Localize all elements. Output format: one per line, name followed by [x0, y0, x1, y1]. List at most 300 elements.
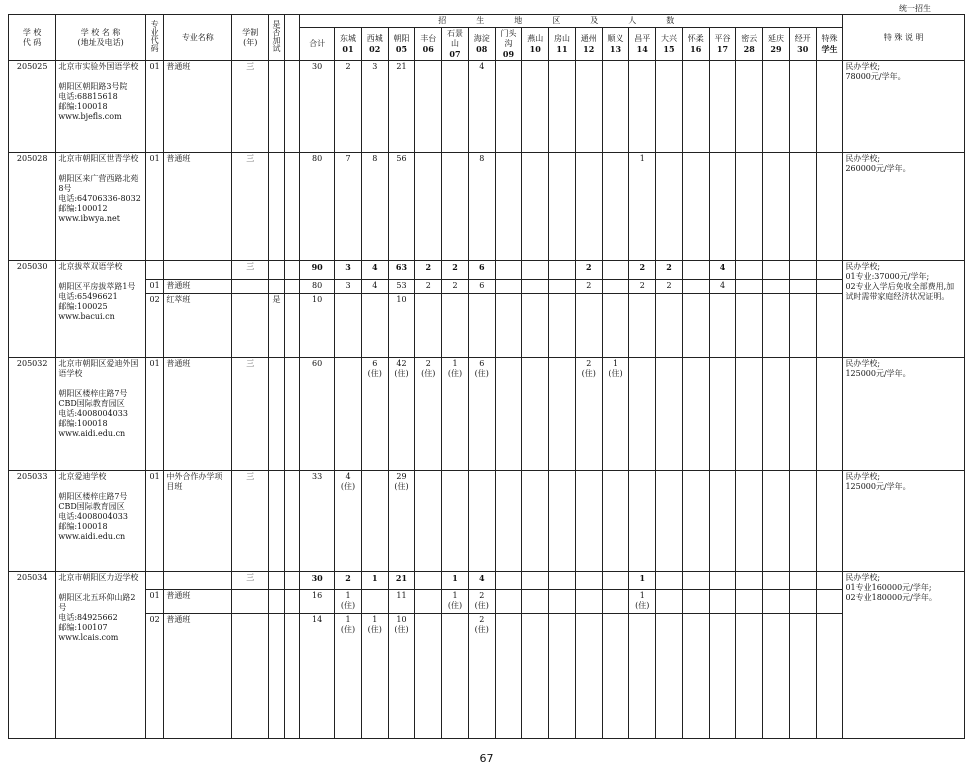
school-code: 205025 — [9, 61, 56, 153]
extra-test — [269, 590, 284, 614]
region-value — [709, 294, 736, 358]
region-value — [656, 357, 683, 470]
major-name: 普通班 — [164, 590, 232, 614]
table-row — [9, 470, 965, 571]
region-value: 4 — [361, 261, 388, 279]
region-value: 1 — [629, 571, 656, 589]
region-value — [442, 294, 469, 358]
region-value: 8 — [468, 153, 495, 261]
header-duration-sub: (年) — [243, 37, 258, 47]
region-header-18 — [789, 28, 816, 61]
region-value — [549, 153, 576, 261]
spacer-cell — [284, 61, 299, 153]
table-row — [9, 153, 965, 261]
region-value: 1 (住) — [361, 613, 388, 738]
major-code: 01 — [145, 61, 164, 153]
spacer-cell — [284, 153, 299, 261]
region-value — [495, 279, 522, 293]
region-value — [763, 571, 790, 589]
header-school-code: 学 校 代 码 — [9, 15, 56, 61]
region-value — [602, 261, 629, 279]
region-value: 10 (住) — [388, 613, 415, 738]
major-name: 普通班 — [164, 279, 232, 293]
region-value — [629, 470, 656, 571]
region-value — [682, 261, 709, 279]
region-value — [602, 571, 629, 589]
spacer-cell — [284, 294, 299, 358]
region-value — [709, 613, 736, 738]
school-name: 北京市朝阳区力迈学校 朝阳区北五环仰山路2号 电话:84925662 邮编:100107 www.lcais.com — [56, 571, 146, 738]
region-value — [709, 357, 736, 470]
table-row — [9, 357, 965, 470]
school-code: 205028 — [9, 153, 56, 261]
region-value: 30 — [300, 61, 335, 153]
region-code: 08 — [476, 44, 488, 54]
region-value — [736, 613, 763, 738]
region-name: 怀柔 — [687, 34, 704, 43]
region-value — [575, 294, 602, 358]
region-value — [415, 294, 442, 358]
region-value: 1 (住) — [335, 613, 362, 738]
major-name: 普通班 — [164, 357, 232, 470]
region-value — [816, 357, 843, 470]
region-value: 7 — [335, 153, 362, 261]
region-value: 2 — [335, 61, 362, 153]
region-value: 56 — [388, 153, 415, 261]
region-value — [522, 261, 549, 279]
major-name: 中外合作办学项目班 — [164, 470, 232, 571]
region-value — [816, 279, 843, 293]
region-header-15 — [709, 28, 736, 61]
region-value — [816, 571, 843, 589]
duration — [232, 613, 269, 738]
region-value — [442, 470, 469, 571]
region-value: 4 — [709, 279, 736, 293]
region-value: 4 — [361, 279, 388, 293]
spacer-cell — [284, 470, 299, 571]
region-value — [361, 470, 388, 571]
region-name: 密云 — [741, 34, 758, 43]
region-header-3 — [388, 28, 415, 61]
region-value — [415, 571, 442, 589]
region-value — [789, 590, 816, 614]
region-value — [522, 61, 549, 153]
region-value — [789, 357, 816, 470]
region-code: 09 — [502, 49, 515, 59]
region-value — [549, 61, 576, 153]
region-value — [656, 153, 683, 261]
region-value: 6 — [468, 261, 495, 279]
school-code: 205030 — [9, 261, 56, 358]
region-value — [709, 153, 736, 261]
region-value — [763, 153, 790, 261]
region-value — [602, 153, 629, 261]
region-value — [682, 571, 709, 589]
region-value — [736, 279, 763, 293]
region-value — [549, 261, 576, 279]
duration — [232, 590, 269, 614]
region-name: 平谷 — [714, 34, 731, 43]
extra-test — [269, 61, 284, 153]
region-value — [495, 470, 522, 571]
region-name: 石景山 — [447, 29, 463, 48]
extra-test — [269, 153, 284, 261]
region-header-12 — [629, 28, 656, 61]
header-school-name-label: 学 校 名 称 — [80, 27, 121, 37]
duration: 三 — [232, 153, 269, 261]
header-duration — [232, 15, 269, 61]
region-value — [682, 279, 709, 293]
region-value — [709, 590, 736, 614]
region-name: 延庆 — [768, 34, 784, 43]
major-name: 普通班 — [164, 153, 232, 261]
region-value — [736, 470, 763, 571]
region-name: 海淀 — [473, 34, 490, 43]
region-value — [763, 613, 790, 738]
region-name: 燕山 — [527, 34, 544, 43]
region-value: 6 — [468, 279, 495, 293]
region-value — [629, 357, 656, 470]
region-value — [602, 470, 629, 571]
region-value — [575, 470, 602, 571]
region-code: 17 — [716, 44, 729, 54]
special-note: 民办学校; 01专业:37000元/学年; 02专业入学后免收全部费用,加试时需带家庭经济状况证明。 — [843, 261, 965, 358]
region-value — [575, 590, 602, 614]
table-row — [9, 613, 965, 738]
region-value — [682, 613, 709, 738]
school-code: 205032 — [9, 357, 56, 470]
region-value — [656, 61, 683, 153]
region-value: 60 — [300, 357, 335, 470]
school-name: 北京市朝阳区爱迪外国语学校 朝阳区楼梓庄路7号CBD国际教育园区 电话:4008004033 邮编:100018 www.aidi.edu.cn — [56, 357, 146, 470]
region-value: 2 — [656, 261, 683, 279]
region-header-19 — [816, 28, 843, 61]
region-header-5 — [442, 28, 469, 61]
region-value — [415, 613, 442, 738]
region-value — [656, 571, 683, 589]
region-value — [656, 470, 683, 571]
duration: 三 — [232, 261, 269, 279]
region-value — [629, 61, 656, 153]
spacer-cell — [284, 279, 299, 293]
enrollment-table — [8, 14, 965, 739]
major-name: 红萃班 — [164, 294, 232, 358]
header-extra-test-label: 是否加试 — [272, 20, 281, 52]
region-value: 3 — [335, 279, 362, 293]
region-header-2 — [361, 28, 388, 61]
header-region-title: 招生地区及人数 — [300, 15, 843, 28]
special-note: 民办学校; 125000元/学年。 — [843, 470, 965, 571]
region-value — [495, 61, 522, 153]
region-value — [682, 153, 709, 261]
major-code: 01 — [145, 470, 164, 571]
region-name: 大兴 — [661, 34, 677, 43]
spacer-cell — [284, 590, 299, 614]
major-name — [164, 571, 232, 589]
region-name: 房山 — [554, 34, 570, 43]
region-value — [816, 470, 843, 571]
region-header-10 — [575, 28, 602, 61]
region-value — [522, 571, 549, 589]
region-value — [736, 61, 763, 153]
school-code: 205033 — [9, 470, 56, 571]
region-value: 3 — [361, 61, 388, 153]
region-header-1 — [335, 28, 362, 61]
region-value — [736, 590, 763, 614]
header-extra-test — [269, 15, 284, 61]
region-value — [602, 613, 629, 738]
region-value: 16 — [300, 590, 335, 614]
region-value: 2 — [629, 279, 656, 293]
region-value — [335, 357, 362, 470]
region-value — [709, 470, 736, 571]
region-code: 15 — [663, 44, 675, 54]
table-row — [9, 294, 965, 358]
school-code: 205034 — [9, 571, 56, 738]
duration: 三 — [232, 357, 269, 470]
major-code — [145, 261, 164, 279]
region-value — [549, 279, 576, 293]
spacer-cell — [284, 571, 299, 589]
region-value — [495, 357, 522, 470]
region-value — [789, 153, 816, 261]
region-value: 29 (住) — [388, 470, 415, 571]
region-value: 2 (住) — [468, 613, 495, 738]
region-value — [789, 61, 816, 153]
region-value — [415, 153, 442, 261]
special-note: 民办学校; 78000元/学年。 — [843, 61, 965, 153]
region-value: 4 — [468, 61, 495, 153]
region-value — [575, 613, 602, 738]
extra-test — [269, 613, 284, 738]
major-code: 02 — [145, 294, 164, 358]
header-major-name: 专业名称 — [164, 15, 232, 61]
region-value — [495, 571, 522, 589]
region-value: 2 (住) — [575, 357, 602, 470]
region-value — [789, 613, 816, 738]
header-major-code — [145, 15, 164, 61]
region-value — [468, 294, 495, 358]
region-value — [361, 590, 388, 614]
region-value: 2 — [415, 279, 442, 293]
region-header-9 — [549, 28, 576, 61]
region-value: 21 — [388, 61, 415, 153]
header-duration-label: 学制 — [242, 27, 259, 37]
table-row — [9, 261, 965, 279]
table-row — [9, 279, 965, 293]
region-value: 2 — [575, 279, 602, 293]
table-row — [9, 571, 965, 589]
header-school-name — [56, 15, 146, 61]
region-value: 2 — [575, 261, 602, 279]
region-value — [629, 294, 656, 358]
region-value — [602, 294, 629, 358]
school-name: 北京市实验外国语学校 朝阳区朝阳路3号院 电话:68815618 邮编:100018 www.bjefls.com — [56, 61, 146, 153]
region-value — [789, 261, 816, 279]
duration — [232, 279, 269, 293]
region-name: 合计 — [309, 39, 326, 48]
school-name: 北京拔萃双语学校 朝阳区平房拔萃路1号 电话:65496621 邮编:100025 www.bacui.cn — [56, 261, 146, 358]
region-code: 10 — [529, 44, 541, 54]
header-school-name-sub: (地址及电话) — [77, 37, 124, 47]
region-value: 2 — [656, 279, 683, 293]
major-code: 01 — [145, 590, 164, 614]
region-value: 53 — [388, 279, 415, 293]
region-value — [682, 61, 709, 153]
region-code: 01 — [342, 44, 354, 54]
region-name: 朝阳 — [393, 34, 410, 43]
region-header-8 — [522, 28, 549, 61]
region-value — [468, 470, 495, 571]
region-value: 6 (住) — [468, 357, 495, 470]
region-value — [816, 294, 843, 358]
region-value — [602, 279, 629, 293]
region-value — [495, 153, 522, 261]
region-value — [495, 613, 522, 738]
region-value: 4 — [468, 571, 495, 589]
region-value: 2 — [335, 571, 362, 589]
region-value: 11 — [388, 590, 415, 614]
region-value — [442, 153, 469, 261]
region-value: 4 (住) — [335, 470, 362, 571]
region-value: 90 — [300, 261, 335, 279]
major-code: 01 — [145, 279, 164, 293]
region-value — [549, 357, 576, 470]
region-value — [575, 153, 602, 261]
region-value: 3 — [335, 261, 362, 279]
region-value — [763, 261, 790, 279]
major-name: 普通班 — [164, 613, 232, 738]
extra-test — [269, 470, 284, 571]
region-header-6 — [468, 28, 495, 61]
region-name: 丰台 — [420, 34, 437, 43]
region-code: 06 — [422, 44, 434, 54]
region-code: 29 — [770, 44, 782, 54]
special-note: 民办学校; 125000元/学年。 — [843, 357, 965, 470]
region-value — [763, 590, 790, 614]
region-value: 10 — [388, 294, 415, 358]
region-value — [442, 61, 469, 153]
region-value — [442, 613, 469, 738]
header-row-1 — [9, 15, 965, 28]
region-name: 东城 — [340, 34, 356, 43]
region-value — [763, 470, 790, 571]
region-value: 14 — [300, 613, 335, 738]
region-value: 63 — [388, 261, 415, 279]
region-name: 顺义 — [607, 34, 624, 43]
extra-test — [269, 261, 284, 279]
region-value: 2 — [442, 261, 469, 279]
region-value — [816, 61, 843, 153]
region-value: 1 — [629, 153, 656, 261]
region-value — [549, 590, 576, 614]
region-value — [575, 571, 602, 589]
region-value: 1 (住) — [602, 357, 629, 470]
region-code: 12 — [583, 44, 595, 54]
page-number: 67 — [479, 752, 494, 765]
region-header-17 — [763, 28, 790, 61]
region-value: 4 — [709, 261, 736, 279]
region-value: 33 — [300, 470, 335, 571]
region-value: 30 — [300, 571, 335, 589]
region-name: 门头沟 — [500, 29, 517, 48]
region-value — [816, 613, 843, 738]
region-value: 1 — [442, 571, 469, 589]
region-value — [682, 470, 709, 571]
region-code: 16 — [690, 44, 702, 54]
region-value — [736, 153, 763, 261]
region-value — [495, 294, 522, 358]
region-value: 2 (住) — [468, 590, 495, 614]
region-value — [736, 294, 763, 358]
region-name: 西城 — [366, 34, 383, 43]
duration — [232, 294, 269, 358]
region-value: 2 — [629, 261, 656, 279]
region-value: 2 — [442, 279, 469, 293]
region-header-7 — [495, 28, 522, 61]
extra-test — [269, 571, 284, 589]
extra-test: 是 — [269, 294, 284, 358]
duration: 三 — [232, 470, 269, 571]
region-header-4 — [415, 28, 442, 61]
region-value — [522, 590, 549, 614]
region-value: 1 (住) — [335, 590, 362, 614]
region-header-16 — [736, 28, 763, 61]
region-value — [602, 61, 629, 153]
region-header-13 — [656, 28, 683, 61]
region-code: 13 — [609, 44, 622, 54]
major-code: 01 — [145, 153, 164, 261]
region-value — [816, 590, 843, 614]
region-code: 05 — [395, 44, 408, 54]
extra-test — [269, 279, 284, 293]
spacer-cell — [284, 261, 299, 279]
region-value — [361, 294, 388, 358]
region-value — [656, 590, 683, 614]
extra-test — [269, 357, 284, 470]
region-value — [816, 261, 843, 279]
region-value — [522, 470, 549, 571]
region-code: 14 — [636, 44, 648, 54]
major-code: 01 — [145, 357, 164, 470]
region-value: 2 (住) — [415, 357, 442, 470]
region-header-11 — [602, 28, 629, 61]
duration: 三 — [232, 61, 269, 153]
region-value — [789, 470, 816, 571]
region-value: 80 — [300, 153, 335, 261]
region-value — [495, 261, 522, 279]
header-special-note: 特 殊 说 明 — [843, 15, 965, 61]
major-code — [145, 571, 164, 589]
region-value: 6 (住) — [361, 357, 388, 470]
region-name: 经开 — [794, 34, 811, 43]
region-value: 1 — [361, 571, 388, 589]
region-value — [575, 61, 602, 153]
region-value — [763, 294, 790, 358]
region-code: 11 — [556, 44, 568, 54]
region-value — [816, 153, 843, 261]
region-value: 1 (住) — [442, 357, 469, 470]
region-value — [763, 357, 790, 470]
region-value — [549, 571, 576, 589]
school-name: 北京爱迪学校 朝阳区楼梓庄路7号CBD国际教育园区 电话:4008004033 邮编:100018 www.aidi.edu.cn — [56, 470, 146, 571]
region-value: 21 — [388, 571, 415, 589]
region-value — [736, 357, 763, 470]
region-value — [522, 357, 549, 470]
region-code: 02 — [369, 44, 381, 54]
region-code: 07 — [449, 49, 461, 59]
region-value — [736, 261, 763, 279]
